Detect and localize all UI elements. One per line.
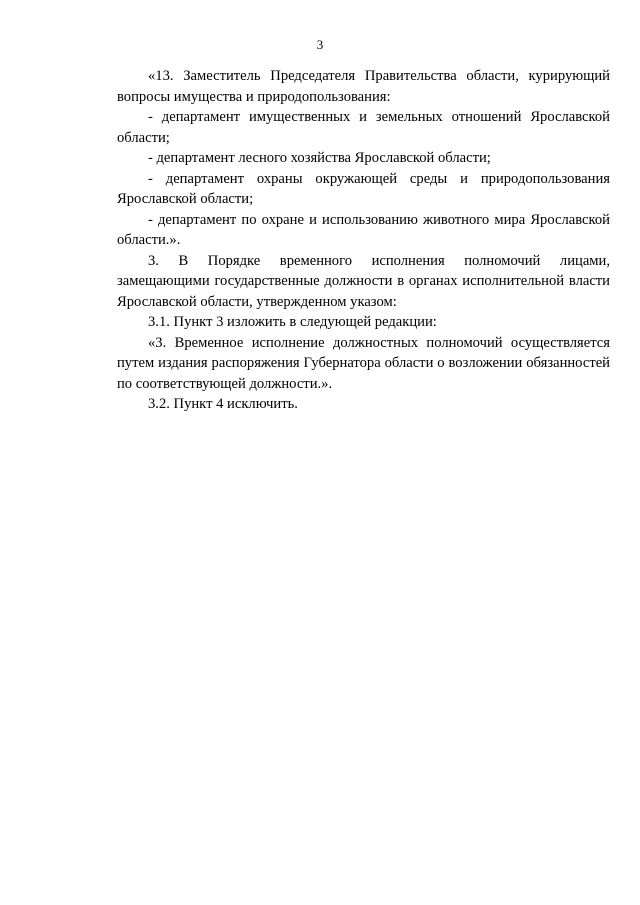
paragraph-new-item-3: «3. Временное исполнение должностных полномочий осуществляется путем издания распоряжения Губернатора области о возложении обязанностей по соответствующей должности.». bbox=[117, 334, 610, 392]
paragraph-dept-wildlife: - департамент по охране и использованию животного мира Ярославской области.». bbox=[117, 211, 610, 248]
paragraph-dept-environment: - департамент охраны окружающей среды и природопользования Ярославской области; bbox=[117, 170, 610, 207]
paragraph-dept-forestry: - департамент лесного хозяйства Ярославской области; bbox=[148, 150, 491, 166]
document-body bbox=[117, 66, 610, 415]
paragraph-section-3-2: 3.2. Пункт 4 исключить. bbox=[148, 396, 298, 412]
paragraph-section-3: 3. В Порядке временного исполнения полномочий лицами, замещающими государственные должности в органах исполнительной власти Ярославской области, утвержденном указом: bbox=[117, 252, 610, 310]
paragraph-section-3-1: 3.1. Пункт 3 изложить в следующей редакции: bbox=[148, 314, 437, 330]
paragraph-dept-property-land: - департамент имущественных и земельных отношений Ярославской области; bbox=[117, 109, 610, 146]
page-number: 3 bbox=[316, 37, 324, 52]
paragraph-item-13-header: «13. Заместитель Председателя Правительства области, курирующий вопросы имущества и природопользования: bbox=[117, 68, 610, 105]
